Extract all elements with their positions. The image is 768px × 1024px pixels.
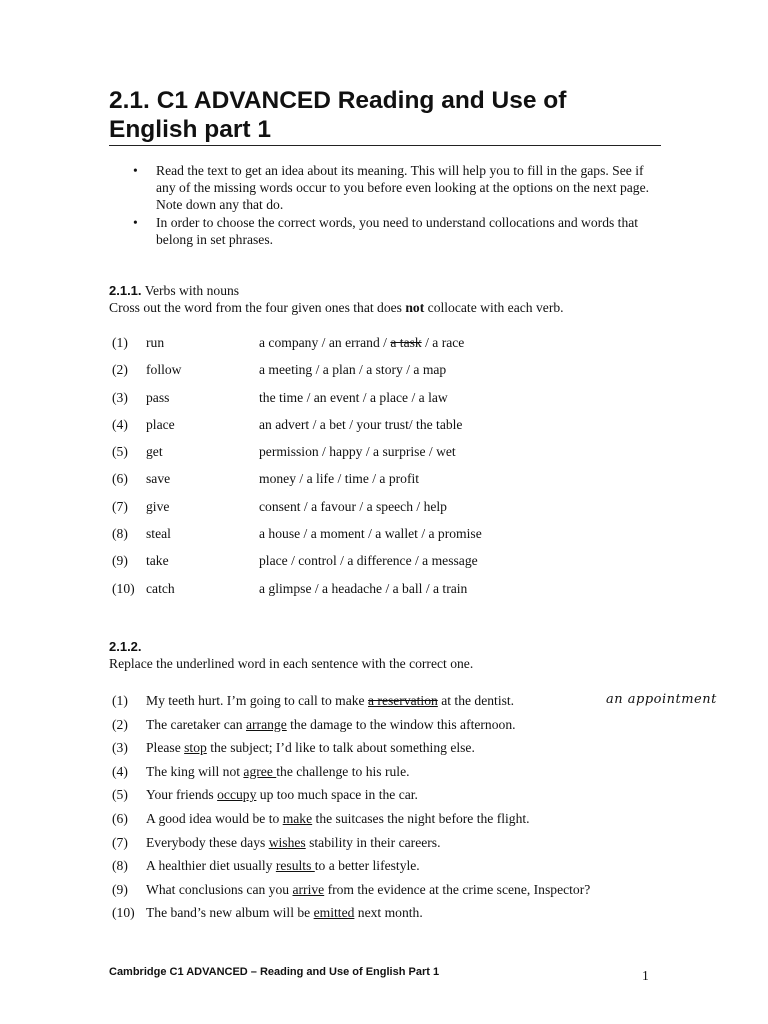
- options-text: permission / happy / a surprise / wet: [259, 444, 456, 460]
- item-number: (7): [112, 834, 128, 850]
- item-number: (9): [112, 553, 128, 569]
- intro-bullet-text: In order to choose the correct words, you need to understand collocations and words that belong in set phrases.: [156, 215, 639, 247]
- intro-bullet-text: Read the text to get an idea about its meaning. This will help you to fill in the gaps. See if any of the missing words occur to you before even looking at the options on the next page. Note down any that do.: [156, 163, 650, 212]
- sentence-part: My teeth hurt. I’m going to call to make: [146, 693, 368, 708]
- verb-word: run: [146, 335, 165, 350]
- noun-options: [259, 470, 419, 487]
- underlined-word: wishes: [268, 834, 306, 850]
- page-title: [109, 86, 661, 144]
- sentence-part: the challenge to his rule.: [276, 763, 410, 779]
- section-1-number: 2.1.1.: [109, 283, 142, 298]
- bullet-icon: •: [133, 163, 138, 178]
- item-number: (3): [112, 740, 128, 756]
- sentence-part: next month.: [354, 905, 423, 921]
- options-text: a company / an errand /: [259, 335, 391, 350]
- underlined-word: arrive: [292, 881, 325, 897]
- item-number: (8): [112, 526, 128, 542]
- noun-options: [259, 416, 462, 433]
- sentence-part: from the evidence at the crime scene, Inspector?: [324, 881, 591, 897]
- sentence-text: [146, 810, 530, 827]
- item-number: (5): [112, 444, 128, 460]
- noun-options: [259, 525, 482, 542]
- noun-options: [259, 580, 467, 597]
- noun-options: [259, 389, 448, 406]
- options-text: a glimpse / a headache / a ball / a train: [259, 580, 468, 596]
- sentence-text: [146, 739, 475, 756]
- verb-word: save: [146, 471, 171, 487]
- sentence-text: [146, 763, 410, 780]
- sentence-part: A good idea would be to: [146, 810, 283, 826]
- title-line-1: C1 ADVANCED Reading and Use of: [156, 87, 567, 114]
- item-number: (10): [112, 580, 135, 596]
- sentence-part: to a better lifestyle.: [314, 858, 420, 874]
- noun-options: [259, 498, 447, 515]
- item-number: (2): [112, 362, 128, 378]
- section-1-heading: Verbs with nouns: [144, 283, 240, 298]
- options-text: consent / a favour / a speech / help: [259, 498, 447, 514]
- item-number: (7): [112, 498, 128, 514]
- page-number: 1: [642, 968, 649, 983]
- sentence-text: [146, 904, 423, 921]
- verb-word: steal: [146, 526, 171, 542]
- underlined-word: emitted: [313, 905, 355, 921]
- sentence-part: The band’s new album will be: [146, 905, 314, 921]
- bullet-icon: •: [133, 215, 138, 230]
- sentence-text: [146, 692, 514, 709]
- item-number: (9): [112, 881, 128, 897]
- sentence-part: the suitcases the night before the flight.: [312, 810, 530, 826]
- underlined-word: a reservation: [367, 693, 438, 708]
- options-text: a meeting / a plan / a story / a map: [259, 362, 447, 378]
- noun-options: [259, 334, 464, 351]
- item-number: (1): [112, 693, 128, 708]
- title-number: 2.1.: [109, 87, 150, 114]
- item-number: (5): [112, 787, 128, 803]
- verb-word: take: [146, 553, 169, 569]
- underlined-word: agree: [243, 763, 277, 779]
- intro-bullet: [133, 214, 653, 248]
- intro-bullet: [133, 162, 653, 213]
- sentence-part: Everybody these days: [146, 834, 269, 850]
- underlined-word: stop: [184, 740, 207, 756]
- sentence-text: [146, 834, 440, 851]
- item-number: (6): [112, 810, 128, 826]
- noun-options: [259, 552, 478, 569]
- section-1-instruction: Cross out the word from the four given ones that does not collocate with each verb.: [109, 300, 564, 315]
- options-text: / a race: [421, 335, 465, 350]
- sentence-part: at the dentist.: [437, 693, 515, 708]
- item-number: (2): [112, 716, 128, 732]
- sentence-text: [146, 881, 590, 898]
- sentence-part: stability in their careers.: [305, 834, 441, 850]
- verb-word: catch: [146, 580, 175, 596]
- noun-options: [259, 361, 446, 378]
- item-number: (1): [112, 335, 128, 350]
- verb-word: pass: [146, 389, 170, 405]
- crossed-out-option: a task: [390, 335, 422, 350]
- item-number: (3): [112, 389, 128, 405]
- item-number: (8): [112, 858, 128, 874]
- options-text: an advert / a bet / your trust/ the table: [259, 416, 463, 432]
- sentence-part: the subject; I’d like to talk about something else.: [206, 740, 475, 756]
- section-2-number: 2.1.2.: [109, 639, 142, 654]
- options-text: place / control / a difference / a message: [259, 553, 478, 569]
- sentence-part: Please: [146, 740, 185, 756]
- item-number: (10): [112, 905, 135, 921]
- underlined-word: make: [282, 810, 313, 826]
- sentence-part: Your friends: [146, 787, 218, 803]
- handwritten-example-answer: an appointment: [606, 692, 717, 707]
- verb-word: place: [146, 416, 175, 432]
- section-2-header: [109, 638, 473, 672]
- options-text: a house / a moment / a wallet / a promise: [259, 526, 482, 542]
- verb-word: follow: [146, 362, 182, 378]
- section-2-instruction: Replace the underlined word in each sentence with the correct one.: [109, 656, 474, 671]
- verb-word: get: [146, 444, 163, 460]
- intro-bullet-list: [133, 162, 653, 249]
- underlined-word: occupy: [217, 787, 257, 803]
- sentence-text: [146, 857, 420, 874]
- sentence-part: A healthier diet usually: [146, 858, 276, 874]
- underlined-word: arrange: [246, 716, 287, 732]
- verb-word: give: [146, 498, 170, 514]
- item-number: (6): [112, 471, 128, 487]
- section-1-header: [109, 282, 564, 316]
- options-text: money / a life / time / a profit: [259, 471, 420, 487]
- footer-text: Cambridge C1 ADVANCED – Reading and Use of English Part 1: [109, 966, 440, 978]
- item-number: (4): [112, 763, 128, 779]
- sentence-part: What conclusions can you: [146, 881, 293, 897]
- sentence-part: the damage to the window this afternoon.: [286, 716, 516, 732]
- sentence-text: [146, 786, 418, 803]
- sentence-text: [146, 716, 516, 733]
- title-line-2: English part 1: [109, 116, 272, 143]
- underlined-word: results: [275, 858, 315, 874]
- options-text: the time / an event / a place / a law: [259, 389, 448, 405]
- sentence-part: up too much space in the car.: [256, 787, 418, 803]
- sentence-part: The king will not: [146, 763, 244, 779]
- title-rule: [109, 145, 661, 146]
- item-number: (4): [112, 416, 128, 432]
- noun-options: [259, 443, 456, 460]
- sentence-part: The caretaker can: [146, 716, 246, 732]
